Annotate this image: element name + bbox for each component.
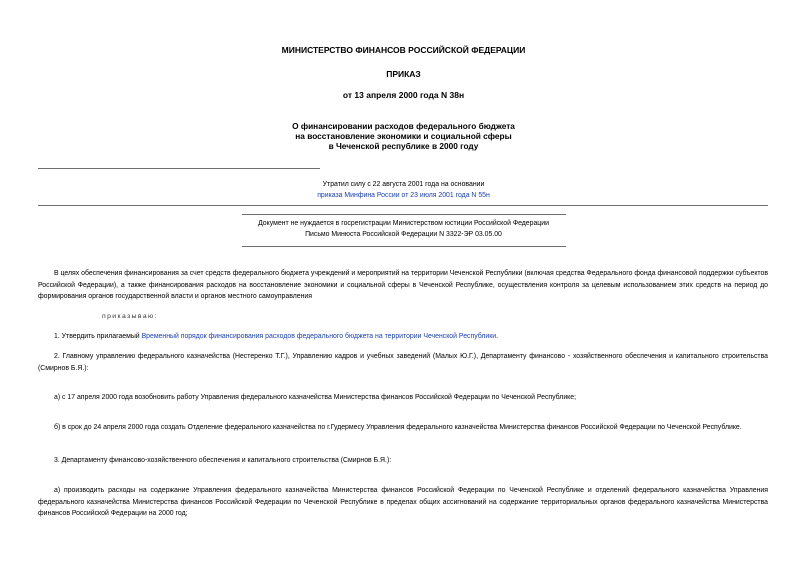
temporary-order-link[interactable]: Временный порядок финансирования расходов федерального бюджета на территории Чеченской Республики bbox=[141, 333, 497, 340]
paragraph-1 bbox=[38, 331, 768, 343]
subject-line-1: О финансировании расходов федерального бюджета bbox=[292, 121, 515, 131]
document-subject bbox=[0, 121, 807, 151]
status-note bbox=[0, 179, 807, 201]
preamble-paragraph: В целях обеспечения финансирования за счет средств федерального бюджета учреждений и мероприятий на территории Чеченской Республики (включая средства Федерального фонда финансовой поддержки субъектов Российской Федерации), а также финансирования расходов на восстановление экономики и социальной сферы в Чеченской Республике, осуществления контроля за целевым использованием этих средств на период до формирования органов государственной власти и органов местного самоуправления bbox=[38, 270, 768, 300]
paragraph-3: 3. Департаменту финансово-хозяйственного обеспечения и капитального строительства (Смирнов Б.Я.): bbox=[54, 457, 392, 464]
subject-line-2: на восстановление экономики и социальной сферы bbox=[295, 131, 512, 141]
lost-force-link[interactable]: приказа Минфина России от 23 июля 2001 года N 55н bbox=[317, 192, 490, 199]
paragraph-2a: а) с 17 апреля 2000 года возобновить работу Управления федерального казначейства Министерства финансов Российской Федерации по Чеченской Республике; bbox=[54, 394, 577, 401]
document-type: ПРИКАЗ bbox=[386, 69, 421, 79]
divider bbox=[38, 205, 768, 206]
orders-word: приказываю: bbox=[102, 313, 158, 320]
registration-note bbox=[0, 218, 807, 240]
divider bbox=[242, 214, 566, 215]
paragraph-2: 2. Главному управлению федерального казначейства (Нестеренко Т.Г.), Управлению кадров и учебных заведений (Малых Ю.Г.), Департаменту финансово - хозяйственного обеспечения и капитального строительства (Смирнов Б.Я.): bbox=[38, 353, 768, 372]
divider bbox=[38, 168, 320, 169]
registration-line-1: Документ не нуждается в госрегистрации Министерством юстиции Российской Федерации bbox=[258, 220, 549, 227]
ministry-title: МИНИСТЕРСТВО ФИНАНСОВ РОССИЙСКОЙ ФЕДЕРАЦИИ bbox=[281, 45, 526, 55]
paragraph-1-end: . bbox=[496, 333, 499, 340]
divider bbox=[242, 246, 566, 247]
paragraph-1-text: 1. Утвердить прилагаемый bbox=[54, 333, 142, 340]
registration-line-2: Письмо Минюста Российской Федерации N 3322-ЭР 03.05.00 bbox=[305, 231, 502, 238]
document-date-number: от 13 апреля 2000 года N 38н bbox=[342, 90, 465, 100]
lost-force-text: Утратил силу с 22 августа 2001 года на основании bbox=[322, 181, 485, 188]
paragraph-3a: а) производить расходы на содержание Управления федерального казначейства Министерства финансов Российской Федерации по Чеченской Республике и отделений федерального казначейства Управления федерального казначейства Министерства финансов Российской Федерации по Чеченской Республике в пределах общих ассигнований на содержание территориальных органов федерального казначейства Министерства финансов Российской Федерации на 2000 год; bbox=[38, 487, 768, 517]
subject-line-3: в Чеченской республике в 2000 году bbox=[328, 141, 479, 151]
paragraph-2b: б) в срок до 24 апреля 2000 года создать Отделение федерального казначейства по г.Гудермесу Управления федерального казначейства Министерства финансов Российской Федерации по Чеченской Республике. bbox=[54, 424, 742, 431]
